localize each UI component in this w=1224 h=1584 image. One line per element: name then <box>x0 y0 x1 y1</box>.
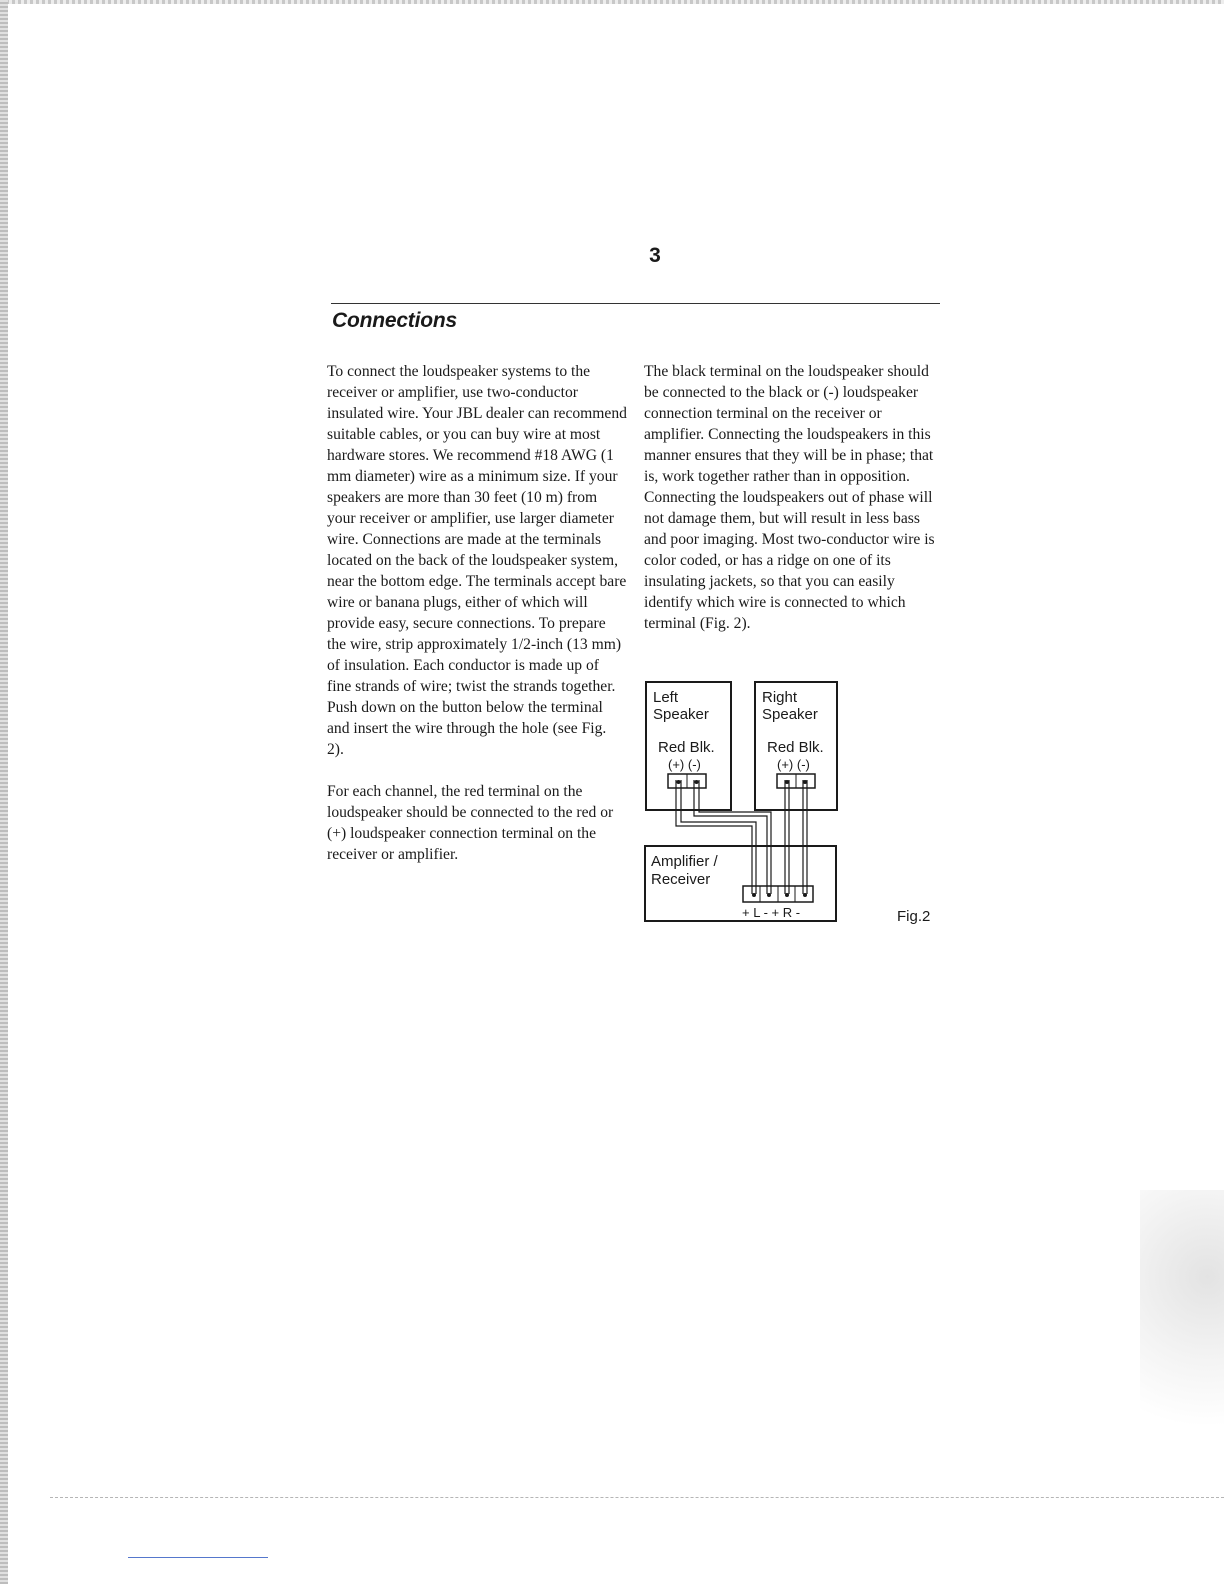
scan-corner-shadow <box>1140 1190 1224 1480</box>
right-speaker-label-2: Speaker <box>762 706 818 723</box>
page-number: 3 <box>649 244 661 267</box>
paragraph-black-terminal: The black terminal on the loudspeaker should be connected to the black or (-) loudspeaker connection terminal on the receiver or amplifier. Connecting the loudspeakers in this manner ensures that they will be in phase; that is, work together rather than in opposition. Connecting the loudspeakers out of phase will not damage them, but will result in less bass and poor imaging. Most two-conductor wire is color coded, or has a ridge on one of its insulating jackets, so that you can easily identify which wire is connected to which terminal (Fig. 2). <box>644 363 935 632</box>
figure-label: Fig.2 <box>897 908 931 925</box>
paragraph-red-terminal: For each channel, the red terminal on the loudspeaker should be connected to the red or (+) loudspeaker connection terminal on the receiver or amplifier. <box>327 783 614 863</box>
left-column <box>327 361 627 865</box>
right-speaker-polarity: (+) (-) <box>777 757 810 772</box>
right-column <box>644 361 944 634</box>
left-speaker-polarity: (+) (-) <box>668 757 701 772</box>
paragraph-wire-instructions: To connect the loudspeaker systems to the receiver or amplifier, use two-conductor insulated wire. Your JBL dealer can recommend suitable cables, or you can buy wire at most hardware stores. We recommend #18 AWG (1 mm diameter) wire as a minimum size. If your speakers are more than 30 feet (10 m) from your receiver or amplifier, use larger diameter wire. Connections are made at the terminals located on the back of the loudspeaker system, near the bottom edge. The terminals accept bare wire or banana plugs, either of which will provide easy, secure connections. To prepare the wire, strip approximately 1/2-inch (13 mm) of insulation. Each conductor is made up of fine strands of wire; twist the strands together. Push down on the button below the terminal and insert the wire through the hole (see Fig. 2). <box>327 363 627 758</box>
left-speaker-label-2: Speaker <box>653 706 709 723</box>
amplifier-terminals: + L - + R - <box>742 905 801 920</box>
scan-fold-line <box>50 1497 1224 1499</box>
amplifier-label-1: Amplifier / <box>651 853 718 870</box>
scan-artifact-line <box>128 1557 268 1558</box>
right-speaker-terminals: Red Blk. <box>767 739 824 756</box>
wiring-diagram <box>640 676 845 931</box>
left-speaker-terminals: Red Blk. <box>658 739 715 756</box>
section-rule <box>331 303 940 304</box>
left-speaker-label-1: Left <box>653 689 679 706</box>
scan-edge-left <box>0 0 8 1584</box>
right-speaker-label-1: Right <box>762 689 798 706</box>
section-title: Connections <box>332 309 457 332</box>
amplifier-label-2: Receiver <box>651 871 711 888</box>
scan-edge-top <box>0 0 1224 4</box>
